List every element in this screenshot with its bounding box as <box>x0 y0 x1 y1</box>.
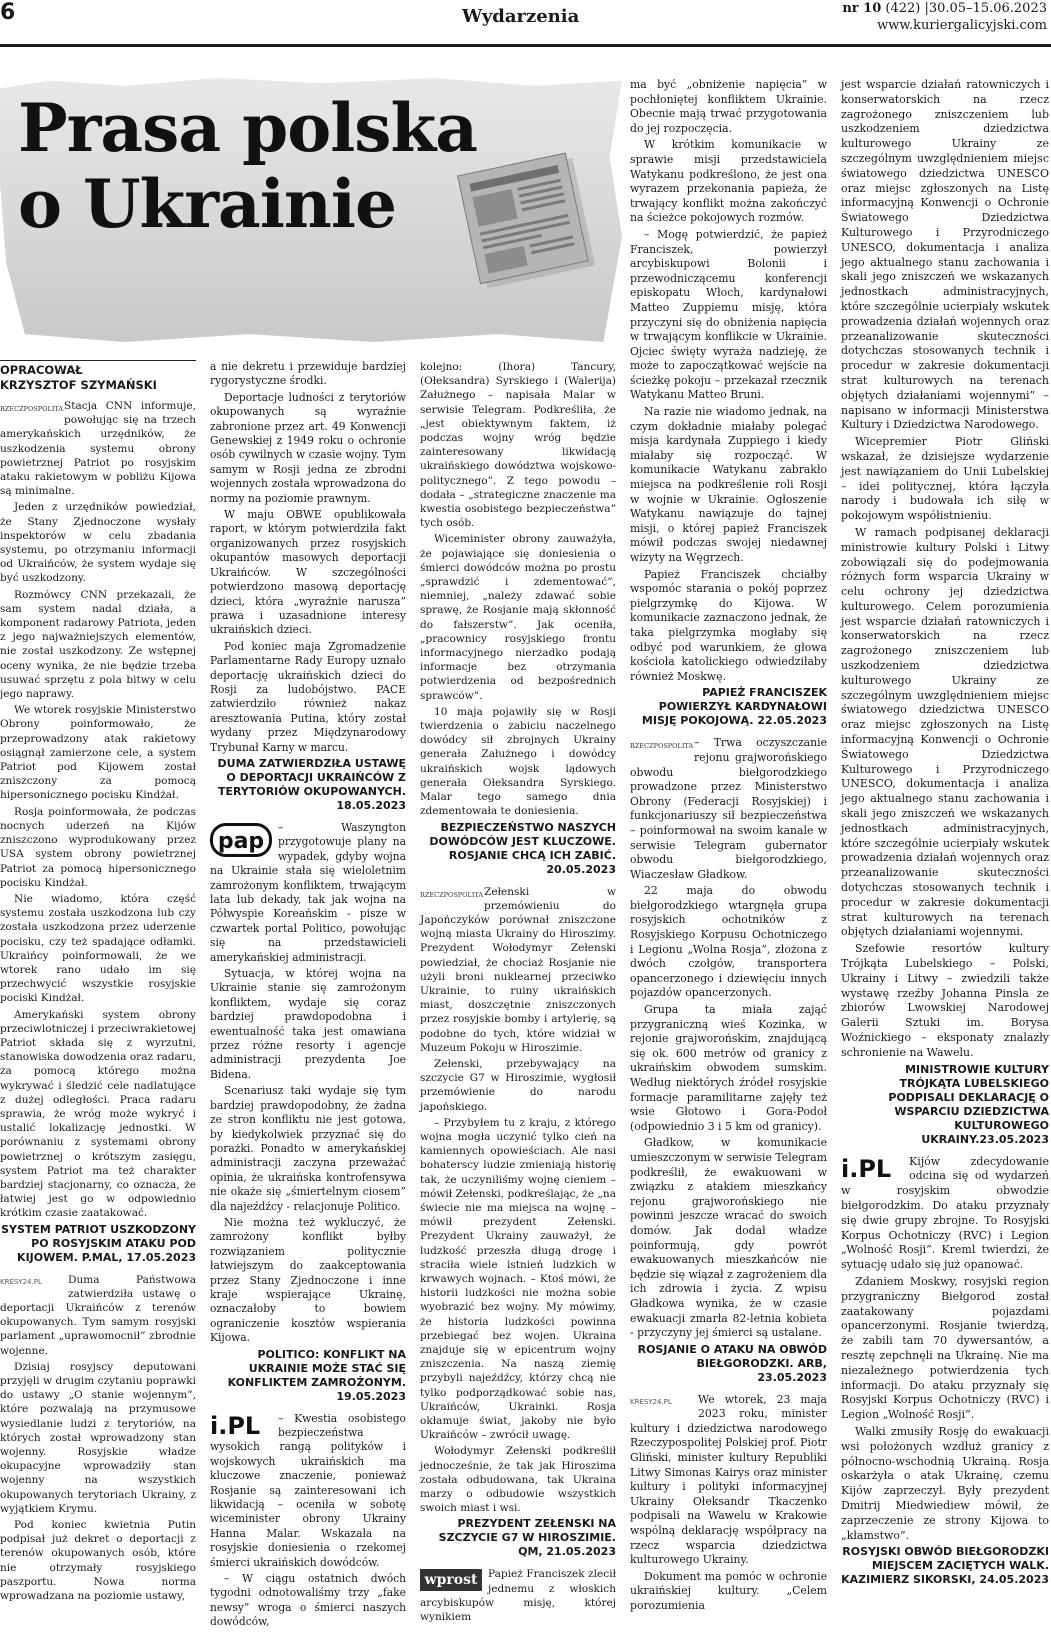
issue-info <box>842 0 1047 34</box>
paragraph: Zełenski, przebywający na szczycie G7 w Hiroszimie, wygłosił przemówienie do narodu japońskiego. <box>420 1057 616 1113</box>
paragraph: Nie wiadomo, która część systemu została uszkodzona lub czy została uszkodzona przez uderzenie pocisku, czy też spadające odłamki. Ukraińcy poinformowali, że we wtorek rano udało im się przechwycić wszystkie rosyjskie pociski Kindżał. <box>0 892 196 1005</box>
paragraph: – Mogę potwierdzić, że papież Franciszek, powierzył arcybiskupowi Bolonii i przewodniczącemu konferencji episkopatu Włoch, kardynałowi Matteo Zuppiemu misję, która przyczyni się do obniżenia napięcia w trwającym konflikcie w Ukrainie. Ojciec święty wyraża nadzieję, że może to zapoczątkować wejście na ścieżkę pokoju – przekazał rzecznik Watykanu Matteo Bruni. <box>630 227 827 402</box>
paragraph: Pod koniec kwietnia Putin podpisał już dekret o deportacji z terenów okupowanych osób, które nie otrzymały rosyjskiego paszportu. Nowa norma wprowadzana na poziomie ustawy, <box>0 1519 196 1603</box>
paragraph: We wtorek rosyjskie Ministerstwo Obrony poinformowało, że przeprowadzony atak rakietowy osiągnął zamierzone cele, a system Patriot pod Kijowem został zniszczony za pomocą hipersonicznego pocisku Kindżał. <box>0 704 196 802</box>
paragraph: Walki zmusiły Rosję do ewakuacji wsi położonych wzdłuż granicy z północno-wschodnią Ukrainą. Rosja oskarżyła o atak Ukrainę, czemu Kijów zaprzeczył. Były prezydent Dmitrij Miedwiediew mówił, że zaprzeczenie ze strony Kijowa to „kłamstwo”. <box>841 1424 1049 1542</box>
column-3 <box>420 360 616 1626</box>
paragraph: Papież Franciszek zlecił jednemu z włoskich arcybiskupów misję, której wynikiem <box>420 1568 616 1624</box>
paragraph: kolejno: (Ihora) Tancury, (Ołeksandra) Syrskiego i (Walerija) Załużnego – napisała Malar w serwisie Telegram. Podkreśliła, że „jest obiektywnym faktem, iż podczas wojny wróg będzie zainteresowany likwidacją ukraińskiego dowództwa wojskowo-politycznego”. Z tego powodu – dodała – „strategiczne znaczenie ma kwestia osobistego bezpieczeństwa” tych osób. <box>420 361 616 530</box>
paragraph: Na razie nie wiadomo jednak, na czym dokładnie miałaby polegać misja kardynała Zuppiego i kiedy miałaby się rozpocząć. W komunikacie Watykanu zabrakło miejsca na podkreślenie roli Rosji w wojnie w Ukrainie. Ogłoszenie Watykanu nawiązuje do tajnej misji, o której papież Franciszek mówił podczas swojej niedawnej wizyty na Węgrzech. <box>630 405 827 564</box>
source-credit: BEZPIECZEŃSTWO NASZYCH DOWÓDCÓW JEST KLUCZOWE. ROSJANIE CHCĄ ICH ZABIĆ. 20.05.2023 <box>429 820 616 876</box>
paragraph: – Waszyngton przygotowuje plany na wypadek, gdyby wojna na Ukrainie stała się wieloletnim zamrożonym konfliktem, trwającym lata lub dekady, tak jak wojna na Półwyspie Koreańskim - pisze w czwartek portal Politico, powołując się na przedstawicieli amerykańskiej administracji. <box>210 820 406 964</box>
article-headline: Prasa polska o Ukrainie <box>18 89 477 243</box>
paragraph: Jeden z urzędników powiedział, że Stany Zjednoczone wysłały inspektorów w celu zbadania systemu, po otrzymaniu informacji od Ukraińców, że system wydaje się być uszkodzony. <box>0 501 196 585</box>
rzeczpospolita-logo: RZECZPOSPOLITA <box>420 890 484 899</box>
paragraph: Pod koniec maja Zgromadzenie Parlamentarne Rady Europy uznało deportację ukraińskich dzieci do Rosji za ludobójstwo. PACE zatwierdziło również nakaz aresztowania Putina, który został wydany przez Międzynarodowy Trybunał Karny w marcu. <box>210 639 406 754</box>
paragraph: Rozmówcy CNN przekazali, że sam system nadal działa, a komponent radarowy Patriota, jeden z jego najważniejszych elementów, nie został uszkodzony. Ze wstępnej oceny wynika, że nie będzie trzeba usuwać sprzętu z pola bitwy w celu jego naprawy. <box>0 588 196 701</box>
kresy-logo: KRESY24.PL <box>630 1397 672 1406</box>
issue-number: nr 10 (422) |30.05–15.06.2023 <box>842 1 1047 16</box>
paragraph: – Trwa oczyszczanie rejonu grajworońskiego obwodu biełgorodzkiego prowadzone przez Ministerstwo Obrony (Federacji Rosyjskiej) i funkcjonariuszy sił bezpieczeństwa – poinformował na swoim kanale w serwisie Telegram gubernator obwodu biełgorodzkiego, Wiaczesław Gładkow. <box>630 736 827 881</box>
paragraph: Scenariusz taki wydaje się tym bardziej prawdopodobny, że żadna ze stron konfliktu nie jest gotowa, by kiedykolwiek przyznać się do porażki. Ponadto w amerykańskiej administracji zaczyna przeważać opinia, że ukraińska kontrofensywa nie okaże się „śmiertelnym ciosem” dla najeźdźcy - relacjonuje Politico. <box>210 1084 406 1213</box>
paragraph: Amerykański system obrony przeciwlotniczej i przeciwrakietowej Patriot składa się z wyrzutni, stanowiska dowodzenia oraz radaru, za pomocą którego można wykrywać i śledzić cele nadlatujące z dużej odległości. Praca radaru sprawia, że wróg może wykryć i ustalić lokalizację jednostki. W porównaniu z systemami obrony powietrznej o krótszym zasięgu, system Patriot ma też charakter bardziej stacjonarny, co oznacza, że łatwiej jest go w odpowiednio krótkim czasie zaatakować. <box>0 1008 196 1220</box>
paragraph: Dzisiaj rosyjscy deputowani przyjęli w drugim czytaniu poprawki do ustawy „O stanie wojennym”, które pozwalają na przymusowe wysiedlanie ludzi z terytoriów, na których został wprowadzony stan wojenny. Rosyjskie władze okupacyjne wprowadziły stan wojenny na wszystkich okupowanych terytoriach Ukrainy, z wyjątkiem Krymu. <box>0 1360 196 1515</box>
paragraph: W krótkim komunikacie w sprawie misji przedstawiciela Watykanu podkreślono, że jest ona wyrazem przekonania papieża, że trwający konflikt można zakończyć na ścieżce pokojowych rozmów. <box>630 138 827 225</box>
paragraph: Sytuacja, w której wojna na Ukrainie stanie się zamrożonym konfliktem, wydaje się coraz bardziej prawdopodobna i ewentualność taka jest omawiana przez różne resorty i agencje administracji prezydenta Joe Bidena. <box>210 967 406 1081</box>
paragraph: Papież Franciszek chciałby wspomóc starania o pokój poprzez pielgrzymkę do Kijowa. W komunikacie zaznaczono jednak, że taka pielgrzymka mogłaby się odbyć pod warunkiem, że głowa kościoła katolickiego odwiedziłaby również Moskwę. <box>630 567 827 683</box>
paragraph: Duma Państwowa zatwierdziła ustawę o deportacji Ukraińców z terenów okupowanych. Tym samym rosyjski parlament „uprawomocnił” zbrodnie wojenne. <box>0 1273 196 1357</box>
column-5 <box>841 78 1049 1595</box>
paragraph: Wiceminister obrony zauważyła, że pojawiające się doniesienia o śmierci dowódców można po prostu „sprawdzić i zdementować”, niemniej, „należy zdawać sobie sprawę, że Rosjanie mają skłonność do fałszerstw”. Jak oceniła, „pracownicy rosyjskiego frontu informacyjnego nierzadko podają informacje bez otrzymania potwierdzenia od bezpośrednich sprawców”. <box>420 533 616 702</box>
source-credit: DUMA ZATWIERDZIŁA USTAWĘ O DEPORTACJI UKRAIŃCÓW Z TERYTORIÓW OKUPOWANYCH. 18.05.2023 <box>217 756 406 812</box>
source-credit: POLITICO: KONFLIKT NA UKRAINIE MOŻE STAĆ SIĘ KONFLIKTEM ZAMROŻONYM. 19.05.2023 <box>227 1347 406 1403</box>
pap-logo: pap <box>210 823 272 857</box>
source-credit: ROSJANIE O ATAKU NA OBWÓD BIEŁGORODZKI. ARB, 23.05.2023 <box>637 1342 827 1384</box>
paragraph: Szefowie resortów kultury Trójkąta Lubelskiego – Polski, Ukrainy i Litwy – zwiedzili także wystawę rzeźby Johanna Pinsla ze zbiorów Lwowskiej Narodowej Galerii Sztuki im. Borysa Woźnickiego – eksponaty znalazły schronienie na Wawelu. <box>841 942 1049 1059</box>
source-credit: PREZYDENT ZEŁENSKI NA SZCZYCIE G7 W HIROSZIMIE. QM, 21.05.2023 <box>438 1517 616 1559</box>
newspaper-icon <box>455 148 605 298</box>
column-1 <box>0 360 196 1605</box>
source-credit: MINISTROWIE KULTURY TRÓJKĄTA LUBELSKIEGO PODPISALI DEKLARACJĘ O WSPARCIU DZIEDZICTWA KULTUROWEGO UKRAINY.23.05.2023 <box>888 1062 1049 1146</box>
rzeczpospolita-logo: RZECZPOSPOLITA <box>0 405 64 413</box>
paragraph: jest wsparcie działań ratowniczych i konserwatorskich na rzecz zagrożonego zniszczeniem lub uszkodzeniem dziedzictwa kulturowego Ukrainy ze szczególnym uwzględnieniem miejsc światowego dziedzictwa UNESCO oraz miejsc zgłoszonych na Listę informacyjną Konwencji o Ochronie Światowego Dziedzictwa Kulturowego i Przyrodniczego UNESCO, dokumentacja i analiza jego aktualnego stanu zachowania i skali jego zniszczeń we wskazanych jednostkach administracyjnych, które szczególnie ucierpiały wskutek prowadzenia działań wojennych oraz przeanalizowanie skuteczności dotychczas stosowanych technik i procedur w zakresie dokumentacji strat kulturowych na terenach objętych działaniami wojennymi” – napisano w informacji Ministerstwa Kultury i Dziedzictwa Narodowego. <box>841 78 1049 432</box>
header-rule <box>0 44 1051 47</box>
paragraph: Rosja poinformowała, że podczas nocnych uderzeń na Kijów zniszczono wyprodukowany przez USA system obrony powietrznej Patriot za pomocą hipersonicznego pocisku Kindżał. <box>0 805 196 889</box>
column-4 <box>630 78 827 1616</box>
rzeczpospolita-logo: RZECZPOSPOLITA <box>630 742 694 751</box>
paragraph: ma być „obniżenie napięcia” w pochłoniętej konfliktem Ukrainie. Obecnie mają trwać przygotowania do jej rozpoczęcia. <box>630 78 827 135</box>
page-number: 6 <box>0 0 16 25</box>
ipl-logo: i.PL <box>210 1411 261 1440</box>
paragraph: Grupa ta miała zająć przygraniczną wieś Kozinka, w rejonie grajworońskim, znajdującą się ok. 600 metrów od granicy z ukraińskim obwodem sumskim. Według niektórych źródeł rosyjskie formacje paramilitarne zajęły też wsie Głotowo i Gora-Podoł (odpowiednio 3 i 5 km od granicy). <box>630 1003 827 1133</box>
paragraph: Zełenski w przemówieniu do Japończyków porównał zniszczone wojną miasta Ukrainy do Hiroszimy. Prezydent Wołodymyr Zełenski powiedział, że chociaż Rosjanie nie użyli broni nuklearnej przeciwko Ukrainie, to ruiny ukraińskich miast, doszczętnie zniszczonych przez rosyjskie bomby i artylerię, są podobne do tych, które widział w Muzeum Pokoju w Hiroszimie. <box>420 885 616 1054</box>
paragraph: 22 maja do obwodu biełgorodzkiego wtargnęła grupa rosyjskich ochotników z Rosyjskiego Korpusu Ochotniczego i Legionu „Wolna Rosja”, złożona z dwóch czołgów, transportera opancerzonego i dziewięciu innych pojazdów opancerzonych. <box>630 884 827 1000</box>
paragraph: Dokument ma pomóc w ochronie ukraińskiej kultury. „Celem porozumienia <box>630 1569 827 1612</box>
paragraph: W maju OBWE opublikowała raport, w którym potwierdziła fakt organizowanych przez rosyjskich okupantów masowych deportacji Ukraińców. W szczególności potwierdzono masową deportację dzieci, która „wyraźnie narusza” prawa i uzasadnione interesy ukraińskich dzieci. <box>210 508 406 637</box>
paragraph: – Kwestia osobistego bezpieczeństwa wysokich rangą polityków i wojskowych ukraińskich ma kluczowe znaczenie, ponieważ Rosjanie są zainteresowani ich likwidacją – oceniła w sobotę wiceminister obrony Ukrainy Hanna Malar. Wskazała na rosyjskie doniesienia o rzekomej śmierci ukraińskich dowódców. <box>210 1411 406 1569</box>
kresy-logo: KRESY24.PL <box>0 1277 42 1286</box>
paragraph: We wtorek, 23 maja 2023 roku, minister kultury i dziedzictwa narodowego Rzeczypospolitej Polskiej prof. Piotr Gliński, minister kultury Republiki Litwy Simonas Kairys oraz minister kultury i polityki informacyjnej Ukrainy Ołeksandr Tkaczenko podpisali na Wawelu w Krakowie wspólną deklarację współpracy na rzecz wsparcia dziedzictwa kulturowego Ukrainy. <box>630 1392 827 1567</box>
website-link[interactable]: www.kuriergalicyjski.com <box>877 18 1047 33</box>
paragraph: Gładkow, w komunikacie umieszczonym w serwisie Telegram podkreślił, że ewakuowani w związku z atakiem mieszkańcy rejonu grajworońskiego nie powinni jeszcze wracać do swoich domów. Jak dodał władze poinformują, gdy powrót ewakuowanych mieszkańców nie będzie się wiązał z zagrożeniem dla ich zdrowia i życia. Z wpisu Gładkowa wynika, że w czasie ewakuacji zmarła 82-letnia kobieta - przyczyny jej śmierci są ustalane. <box>630 1136 827 1340</box>
paragraph: Nie można też wykluczyć, że zamrożony konflikt byłby rozwiązaniem politycznie łatwiejszym do zaakceptowania przez Stany Zjednoczone i inne kraje wspierające Ukrainę, oznaczałoby to bowiem ograniczenie kosztów wspierania Kijowa. <box>210 1215 406 1345</box>
column-2 <box>210 360 406 1632</box>
paragraph: a nie dekretu i przewiduje bardziej rygorystyczne środki. <box>210 360 406 388</box>
paragraph: Stacja CNN informuje, powołując się na trzech amerykańskich urzędników, że uszkodzenia systemu obrony powietrznej Patriot po rosyjskim ataku rakietowym w pobliżu Kijowa są minimalne. <box>0 400 196 498</box>
paragraph: Kijów zdecydowanie odcina się od wydarzeń w rosyjskim obwodzie biełgorodzkim. Do ataku przyznały się dwie grupy zbrojne. To Rosyjski Korpus Ochotniczy (RVC) i Legion „Wolność Rosji”. Kreml twierdzi, że sytuację udało się już opanować. <box>841 1154 1049 1272</box>
paragraph: Zdaniem Moskwy, rosyjski region przygraniczny Biełgorod został zaatakowany pojazdami opancerzonymi. Rosjanie twierdzą, że zabili tam 70 dywersantów, a resztę zepchnęli na Ukrainę. Nie ma niezależnego potwierdzenia tych informacji. Do ataku przyznały się Rosyjski Korpus Ochotniczy (RVC) i Legion „Wolność Rosji”. <box>841 1274 1049 1422</box>
paragraph: W ramach podpisanej deklaracji ministrowie kultury Polski i Litwy zobowiązali się do podejmowania różnych form wsparcia Ukrainy w celu ochrony jej dziedzictwa kulturowego. Celem porozumienia jest wsparcie działań ratowniczych i konserwatorskich na rzecz zagrożonego zniszczeniem lub uszkodzeniem dziedzictwa kulturowego Ukrainy ze szczególnym uwzględnieniem miejsc światowego dziedzictwa UNESCO oraz miejsc zgłoszonych na Listę informacyjną Konwencji o Ochronie Światowego Dziedzictwa Kulturowego i Przyrodniczego UNESCO, dokumentacja i analiza jego aktualnego stanu zachowania i skali jego zniszczeń we wskazanych jednostkach administracyjnych, które szczególnie ucierpiały wskutek prowadzenia działań wojennych oraz przeanalizowanie skuteczności dotychczas stosowanych technik i procedur w zakresie dokumentacji strat kulturowych na terenach objętych działaniami wojennymi. <box>841 525 1049 939</box>
wprost-logo: wprost <box>420 1569 482 1591</box>
source-credit: PAPIEŻ FRANCISZEK POWIERZYŁ KARDYNAŁOWI MISJĘ POKOJOWĄ. 22.05.2023 <box>641 686 827 728</box>
ipl-logo: i.PL <box>841 1154 892 1183</box>
section-title: Wydarzenia <box>462 6 580 27</box>
paragraph: Wołodymyr Zełenski podkreślił jednocześnie, że tak jak Hiroszima została odbudowana, tak Ukraina marzy o odbudowie wszystkich swoich miast i wsi. <box>420 1445 616 1515</box>
hero-banner <box>0 78 622 342</box>
paragraph: Deportacje ludności z terytoriów okupowanych są wyraźnie zabronione przez art. 49 Konwencji Genewskiej z 1949 roku o ochronie osób cywilnych w czasie wojny. Tym samym w Rosji jedna ze zbrodni wojennych została wprowadzona do normy na poziomie prawnym. <box>210 390 406 505</box>
byline: OPRACOWAŁ KRZYSZTOF SZYMAŃSKI <box>0 360 196 393</box>
paragraph: – Przybyłem tu z kraju, z którego wojna mogła uczynić tylko cień na kamiennych opowieściach. Ale nasi bohaterscy ludzie zmieniają historię tak, że uczyniliśmy wojnę cieniem – mówił Zełenski, podkreślając, że „na świecie nie ma miejsca na wojnę – mówił prezydent Zełenski. Prezydent Ukrainy zauważył, że ludzkość przeszła długą drogę i straciła wiele istnień ludzkich w krwawych wojnach. – Ktoś mówi, że historii ludzkości nie można sobie wyobrazić bez wojny. My mówimy, że historia ludzkości powinna przebiegać bez wojen. Ukraina znajduje się w epicentrum wojny zniszczenia. Na naszą ziemię przybyli najeźdźcy, którzy chcą nie tylko podporządkować sobie nas, Ukraińców, Ukrainki. Rosja okłamuje świat, jakoby nie było Ukraińców – zwrócił uwagę. <box>420 1116 616 1442</box>
paragraph: – W ciągu ostatnich dwóch tygodni odnotowaliśmy trzy „fake newsy” wroga o śmierci naszych dowódców, <box>210 1572 406 1629</box>
paragraph: 10 maja pojawiły się w Rosji twierdzenia o zabiciu naczelnego dowódcy sił zbrojnych Ukrainy generała Załużnego i dowódcy ukraińskich wojsk lądowych generała Ołeksandra Syrskiego. Malar tego samego dnia zdementowała te doniesienia. <box>420 705 616 818</box>
page-header <box>0 0 1051 48</box>
source-credit: ROSYJSKI OBWÓD BIEŁGORODZKI MIEJSCEM ZACIĘTYCH WALK. KAZIMIERZ SIKORSKI, 24.05.2023 <box>841 1545 1049 1587</box>
paragraph: Wicepremier Piotr Gliński wskazał, że dzisiejsze wydarzenie jest nawiązaniem do Unii Lubelskiej – idei politycznej, która łączyła narody i budowała ich siłę w pokojowym współistnieniu. <box>841 435 1049 523</box>
source-credit: SYSTEM PATRIOT USZKODZONY PO ROSYJSKIM ATAKU POD KIJOWEM. P.MAL, 17.05.2023 <box>1 1222 196 1264</box>
